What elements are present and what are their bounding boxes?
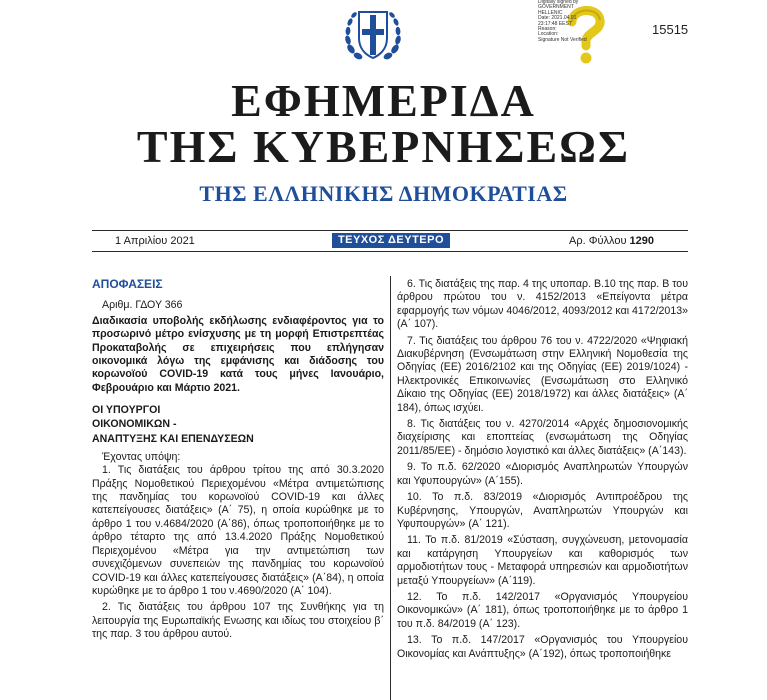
bottom-rule — [92, 251, 688, 252]
paragraph-13: 13. Το π.δ. 147/2017 «Οργανισμός του Υπουργείου Οικονομίας και Ανάπτυξης» (Α΄192), όπως τροποποιήθηκε — [397, 634, 688, 660]
signature-line: 23:17:48 EEST — [538, 20, 572, 27]
signature-line: Digitally signed by — [538, 0, 579, 5]
issue-date: 1 Απριλίου 2021 — [115, 235, 195, 247]
coat-of-arms-emblem — [342, 5, 404, 65]
masthead-title-line1: ΕΦΗΜΕΡΙΔΑ — [231, 75, 536, 126]
signature-line: Signature Not Verified — [538, 36, 587, 43]
issue-series-badge: ΤΕΥΧΟΣ ΔΕΥΤΕΡΟ — [332, 233, 450, 248]
paragraph-10: 10. Το π.δ. 83/2019 «Διορισμός Αντιπροέδρου της Κυβέρνησης, Υπουργών, Αναπληρωτών Υπουργών και Υφυπουργών» (Α΄ 121). — [397, 491, 688, 530]
column-divider — [390, 276, 391, 700]
masthead-title-line2: ΤΗΣ ΚΥΒΕΡΝΗΣΕΩΣ — [136, 121, 631, 172]
signature-line: GOVERNMENT — [538, 4, 574, 11]
paragraph-11: 11. Το π.δ. 81/2019 «Σύσταση, συγχώνευση, μετονομασία και κατάργηση Υπουργείων και καθορισμός των αρμοδιοτήτων τους - Μεταφορά υπηρεσιών και αρμοδιοτήτων μεταξύ Υπουργείων» (Α΄119). — [397, 534, 688, 587]
paragraph-6: 6. Τις διατάξεις της παρ. 4 της υποπαρ. Β.10 της παρ. Β του άρθρου πρώτου του ν. 4152/2013 «Επείγοντα μέτρα εφαρμογής των νόμων 4046/2012, 4093/2012 και 4172/2013» (Α΄ 107). — [397, 278, 688, 331]
decision-reference: Αριθμ. ΓΔΟΥ 366 — [102, 299, 183, 312]
paragraph-1: 1. Τις διατάξεις του άρθρου τρίτου της από 30.3.2020 Πράξης Νομοθετικού Περιεχομένου «Μέτρα αντιμετώπισης της πανδημίας του κορωνοϊού COVID-19 και άλλες κατεπείγουσες διατάξεις» (Α΄ 75), η οποία κυρώθηκε με το άρθρο 1 του ν.4684/2020 (Α΄86), όπως τροποποιήθηκε με το άρθρο τέταρτο της από 13.4.2020 Πράξης Νομοθετικού Περιεχομένου «Μέτρα για την αντιμετώπιση των συνεχιζόμενων συνεπειών της πανδημίας του κορωνοϊού COVID-19 και άλλες κατεπείγουσες διατάξεις» (Α΄84), η οποία κυρώθηκε με το άρθρο 1 του ν.4690/2020 (Α΄ 104). — [92, 464, 384, 597]
paragraph-2: 2. Τις διατάξεις του άρθρου 107 της Συνθήκης για τη λειτουργία της Ευρωπαϊκής Ενωσης και ιδίως του στοιχείου β΄ της παρ. 3 του άρθρου αυτού. — [92, 601, 384, 641]
masthead-subtitle: ΤΗΣ ΕΛΛΗΝΙΚΗΣ ΔΗΜΟΚΡΑΤΙΑΣ — [199, 181, 568, 206]
signature-details — [538, 0, 587, 43]
signature-line: Location: — [538, 31, 559, 38]
paragraph-9: 9. Το π.δ. 62/2020 «Διορισμός Αναπληρωτών Υπουργών και Υφυπουργών» (Α΄155). — [397, 461, 688, 487]
top-rule — [92, 230, 688, 231]
page-number: 15515 — [652, 22, 689, 37]
ministry-line: ΑΝΑΠΤΥΞΗΣ ΚΑΙ ΕΠΕΝΔΥΣΕΩΝ — [92, 432, 254, 445]
considering-label: Έχοντας υπόψη: — [102, 450, 181, 463]
paragraph-12: 12. Το π.δ. 142/2017 «Οργανισμός Υπουργείου Οικονομικών» (Α΄ 181), όπως τροποποιήθηκε με το άρθρο 1 του π.δ. 84/2019 (Α΄ 123). — [397, 590, 688, 630]
signature-line: Reason: — [538, 26, 557, 33]
ministry-line: ΟΙ ΥΠΟΥΡΓΟΙ — [92, 404, 161, 417]
signature-line: HELLENIC — [538, 9, 563, 16]
decision-title: Διαδικασία υποβολής εκδήλωσης ενδιαφέροντος για το προσωρινό μέτρο ενίσχυσης με τη μορφή Επιστρεπτέας Προκαταβολής σε επιχειρήσεις που επλήγησαν οικονομικά λόγω της εμφάνισης και διάδοσης του κορωνοϊού COVID-19 κατά τους μήνες Ιανουάριο, Φεβρουάριο και Μάρτιο 2021. — [92, 314, 384, 394]
paragraph-7: 7. Τις διατάξεις του άρθρου 76 του ν. 4722/2020 «Ψηφιακή Διακυβέρνηση (Ενσωμάτωση στην Ελληνική Νομοθεσία της Οδηγίας (ΕΕ) 2016/2102 και της Οδηγίας (ΕΕ) 2019/1024) - Ηλεκτρονικές Επικοινωνίες (Ενσωμάτωση στο Ελληνικό Δίκαιο της Οδηγίας (ΕΕ) 2018/1972) και άλλες διατάξεις» (Α΄ 184), όπως ισχύει. — [397, 334, 688, 414]
sheet-number — [569, 235, 654, 247]
paragraph-8: 8. Τις διατάξεις του ν. 4270/2014 «Αρχές δημοσιονομικής διαχείρισης και εποπτείας (ενσωμάτωση της Οδηγίας 2011/85/ΕΕ) - δημόσιο λογιστικό και άλλες διατάξεις» (Α΄143). — [397, 418, 688, 457]
left-column — [92, 278, 384, 642]
sheet-value: 1290 — [629, 235, 655, 247]
sheet-label: Αρ. Φύλλου — [569, 235, 627, 247]
section-heading: ΑΠΟΦΑΣΕΙΣ — [92, 277, 163, 291]
signature-line: Date: 2021.04.01 — [538, 15, 577, 22]
ministry-line: ΟΙΚΟΝΟΜΙΚΩΝ - — [92, 418, 177, 431]
right-column — [397, 278, 688, 661]
